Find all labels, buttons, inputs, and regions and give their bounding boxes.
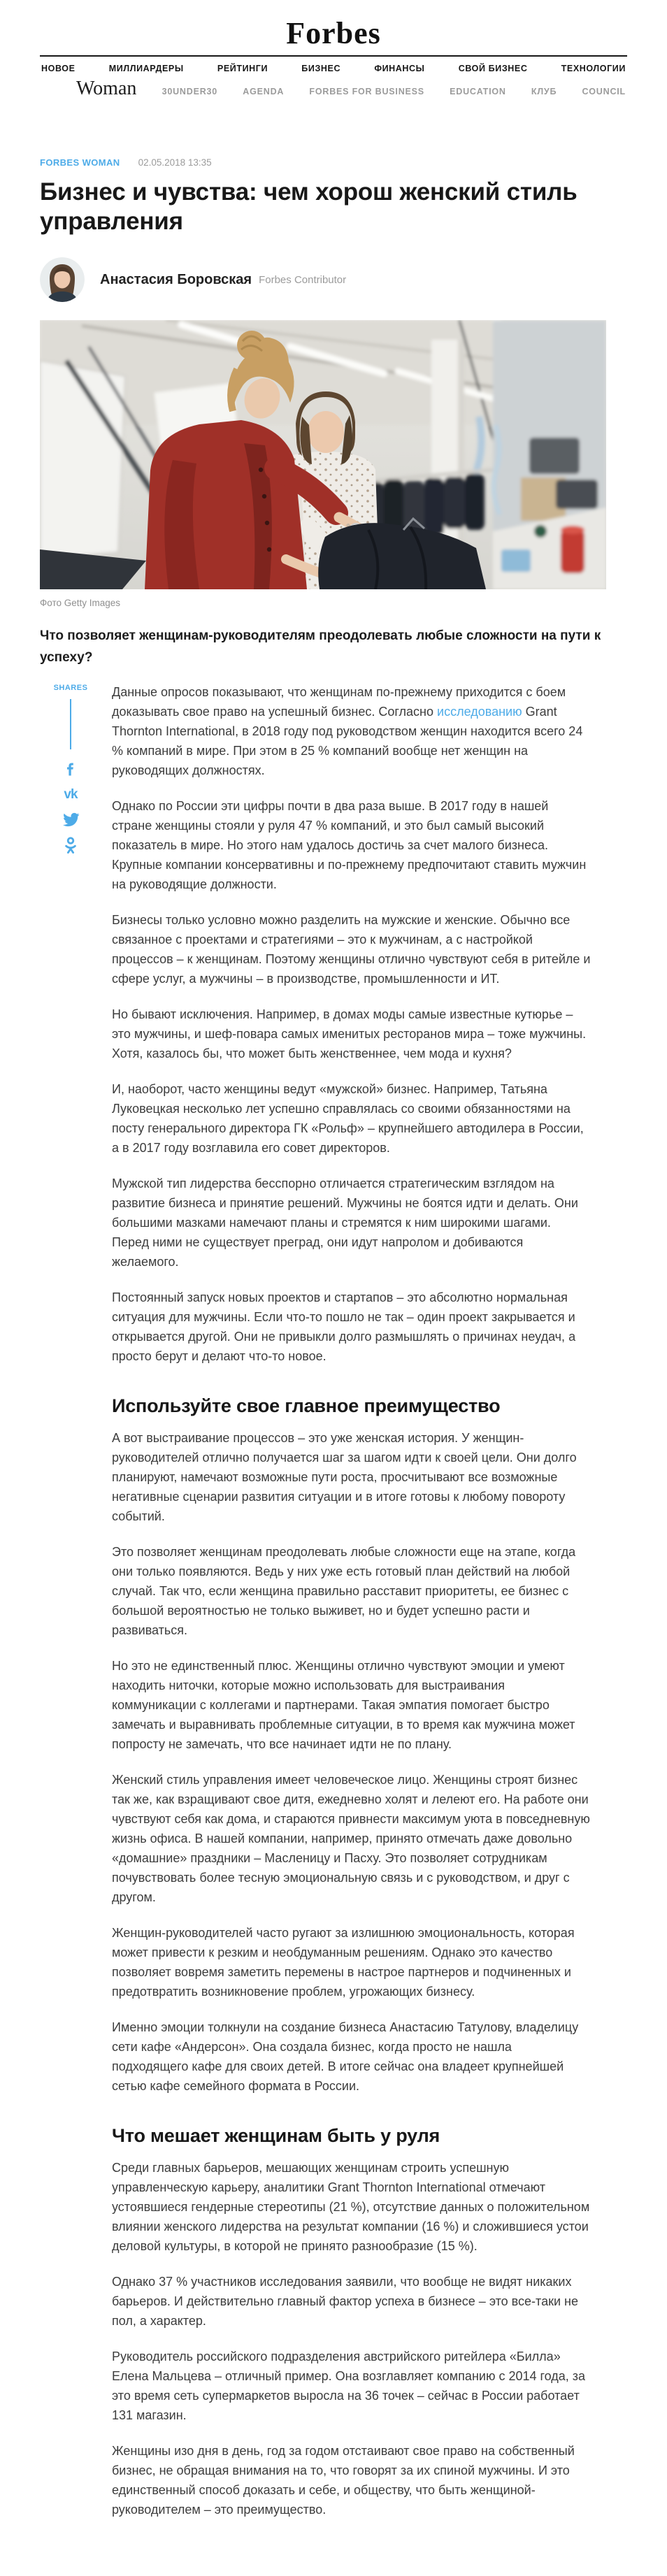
page-title: Бизнес и чувства: чем хорош женский стиль управления bbox=[40, 178, 578, 235]
nav-item-finansy[interactable]: ФИНАНСЫ bbox=[374, 64, 425, 73]
shares-label: SHARES bbox=[53, 684, 88, 692]
nav-item-agenda[interactable]: AGENDA bbox=[243, 87, 285, 96]
paragraph: Однако по России эти цифры почти в два раза выше. В 2017 году в нашей стране женщины стояли у руля 47 % компаний, и это был самый высокий показатель в мире. Но этого нам удалось достичь за счет малого бизнеса. Крупные компании консервативны и по-прежнему предпочитают ставить мужчин на руководящие должности. bbox=[112, 799, 587, 891]
section-heading-barriers: Что мешает женщинам быть у руля bbox=[112, 2125, 440, 2146]
paragraph: Мужской тип лидерства бесспорно отличается стратегическим взглядом на развитие бизнеса и принятие решений. Мужчины не боятся идти и делать. Они большими мазками намечают планы и стремятся к ним широкими шагами. Перед ними не существует преград, они идут напролом и добиваются желаемого. bbox=[112, 1177, 578, 1269]
hero-image bbox=[40, 320, 606, 589]
lead-paragraph: Что позволяет женщинам-руководителям преодолевать любые сложности на пути к успеху? bbox=[40, 628, 601, 665]
category-link[interactable]: FORBES WOMAN bbox=[40, 157, 120, 168]
nav-item-svoy-biznes[interactable]: СВОЙ БИЗНЕС bbox=[458, 64, 528, 73]
paragraph: Среди главных барьеров, мешающих женщинам строить успешную управленческую карьеру, аналитики Grant Thornton International отмечают устоявшиеся гендерные стереотипы (21 %), отсутствие данных о положительном влиянии женского лидерства на результат компании (16 %) и сложившиеся устои деловой культуры, в которой не принято разнообразие (15 %). bbox=[112, 2161, 590, 2253]
nav-item-tekhnologii[interactable]: ТЕХНОЛОГИИ bbox=[561, 64, 626, 73]
author-portrait bbox=[40, 257, 85, 302]
avatar[interactable] bbox=[40, 257, 85, 302]
paragraph: А вот выстраивание процессов – это уже женская история. У женщин-руководителей отлично получается шаг за шагом идти к своей цели. Они долго планируют, намечают возможные пути роста, просчитывают все возможные негативные сценарии развития ситуации и в итоге готовы к любому повороту событий. bbox=[112, 1431, 577, 1523]
nav-item-milliardery[interactable]: МИЛЛИАРДЕРЫ bbox=[108, 64, 184, 73]
publish-datetime: 02.05.2018 13:35 bbox=[138, 157, 212, 168]
paragraph: Бизнесы только условно можно разделить на мужские и женские. Обычно все связанное с проектами и стратегиями – это к мужчинам, а с настройкой процессов – к женщинам. Поэтому женщины отлично чувствуют себя в ритейле и сфере услуг, а мужчины – в производстве, промышленности и ИТ. bbox=[112, 913, 591, 986]
article-text-column bbox=[112, 682, 591, 2535]
article-meta-row bbox=[40, 157, 627, 168]
vk-icon[interactable]: vk bbox=[64, 787, 78, 802]
paragraph: Однако 37 % участников исследования заявили, что вообще не видят никаких барьеров. И действительно главный фактор успеха в бизнесе – это все-таки не пол, а характер. bbox=[112, 2275, 578, 2328]
nav-item-forbes-for-business[interactable]: FORBES FOR BUSINESS bbox=[309, 87, 424, 96]
research-link[interactable]: исследованию bbox=[437, 705, 522, 719]
nav-item-klub[interactable]: КЛУБ bbox=[531, 87, 557, 96]
photo-credit: Фото Getty Images bbox=[40, 598, 121, 608]
hero-photo-illustration bbox=[40, 320, 606, 589]
nav-item-reytingi[interactable]: РЕЙТИНГИ bbox=[217, 64, 268, 73]
author-name[interactable]: Анастасия Боровская bbox=[100, 271, 252, 287]
paragraph: Это позволяет женщинам преодолевать любые сложности еще на этапе, когда они только появляются. Ведь у них уже есть готовый план действий на любой случай. Так что, если женщина правильно расставит приоритеты, ее бизнес с большой вероятностью не только выживет, но и будет успешно расти и развиваться. bbox=[112, 1545, 576, 1637]
page bbox=[40, 0, 627, 2576]
share-divider-line bbox=[70, 699, 71, 749]
secondary-nav bbox=[40, 76, 627, 107]
facebook-icon[interactable] bbox=[62, 761, 79, 777]
article-body bbox=[40, 682, 627, 2535]
paragraph: Женщин-руководителей часто ругают за излишнюю эмоциональность, которая может привести к резким и необдуманным решениям. Однако это качество позволяет вовремя заметить перемены в настрое партнеров и подчиненных и предотвратить возникновение проблем, угрожающих бизнесу. bbox=[112, 1926, 575, 1999]
paragraph: Женский стиль управления имеет человеческое лицо. Женщины строят бизнес так же, как взращивают свое дитя, ежедневно холят и лелеют его. На работе они чувствуют себя как дома, и стараются привнести максимум уюта в повседневную жизнь офиса. В нашей компании, например, принято отмечать даже довольно «домашние» праздники – Масленицу и Пасху. Это позволяет сотрудникам почувствовать более тесную эмоциональную связь и с руководством, и друг с другом. bbox=[112, 1773, 590, 1904]
nav-item-novoe[interactable]: НОВОЕ bbox=[41, 64, 76, 73]
paragraph: Но это не единственный плюс. Женщины отлично чувствуют эмоции и умеют находить ниточки, которые можно использовать для выстраивания коммуникации с коллегами и партнерами. Такая эмпатия помогает быстро замечать и выравнивать проблемные ситуации, в то время как мужчина может попросту не замечать, что все начинает идти не по плану. bbox=[112, 1659, 575, 1751]
woman-brand-link[interactable]: Woman bbox=[76, 78, 137, 99]
author-block bbox=[40, 257, 627, 302]
nav-item-education[interactable]: EDUCATION bbox=[450, 87, 506, 96]
paragraph: Руководитель российского подразделения австрийского ритейлера «Билла» Елена Мальцева – отличный пример. Она возглавляет компанию с 2014 года, за это время сеть супермаркетов выросла на 36 точек – сейчас в России работает 131 магазин. bbox=[112, 2350, 586, 2422]
site-header bbox=[40, 0, 627, 51]
nav-item-biznes[interactable]: БИЗНЕС bbox=[301, 64, 341, 73]
primary-nav bbox=[40, 57, 627, 76]
paragraph: Постоянный запуск новых проектов и стартапов – это абсолютно нормальная ситуация для мужчины. Если что-то пошло не так – один проект закрывается и открывается другой. Они не привыкли долго размышлять о причинах неудач, а просто берут и делают что-то новое. bbox=[112, 1290, 576, 1363]
nav-item-30under30[interactable]: 30UNDER30 bbox=[162, 87, 218, 96]
paragraph-intro: Данные опросов показывают, что женщинам по-прежнему приходится с боем доказывать свое право на успешный бизнес. Согласно исследованию Grant Thornton International, в 2018 году под руководством женщин находится всего 24 % компаний в мире. При этом в 25 % компаний вообще нет женщин на руководящих должностях. bbox=[112, 685, 583, 777]
twitter-icon[interactable] bbox=[62, 812, 80, 828]
nav-item-council[interactable]: COUNCIL bbox=[582, 87, 626, 96]
paragraph: Но бывают исключения. Например, в домах моды самые известные кутюрье – это мужчины, и шеф-повара самых именитых ресторанов мира – тоже мужчины. Хотя, казалось бы, что может быть женственнее, чем мода и кухня? bbox=[112, 1007, 587, 1060]
share-rail bbox=[40, 682, 112, 2535]
paragraph: И, наоборот, часто женщины ведут «мужской» бизнес. Например, Татьяна Луковецкая несколько лет успешно справлялась со своими обязанностями на посту генерального директора ГК «Рольф» – крупнейшего автодилера в России, а в 2017 году возглавила его совет директоров. bbox=[112, 1082, 584, 1155]
forbes-logo[interactable]: Forbes bbox=[286, 16, 381, 50]
author-role: Forbes Contributor bbox=[259, 273, 347, 286]
paragraph: Женщины изо дня в день, год за годом отстаивают свое право на собственный бизнес, не обращая внимания на то, что говорят за их спиной мужчины. И это единственный способ доказать и себе, и обществу, что быть женщиной-руководителем – это преимущество. bbox=[112, 2444, 575, 2517]
paragraph: Именно эмоции толкнули на создание бизнеса Анастасию Татулову, владелицу сети кафе «Андерсон». Она создала бизнес, когда просто не нашла подходящего кафе для своих детей. В итоге сейчас она владеет крупнейшей сетью кафе семейного формата в России. bbox=[112, 2020, 579, 2093]
section-heading-advantage: Используйте свое главное преимущество bbox=[112, 1395, 501, 1416]
odnoklassniki-icon[interactable] bbox=[62, 837, 79, 855]
